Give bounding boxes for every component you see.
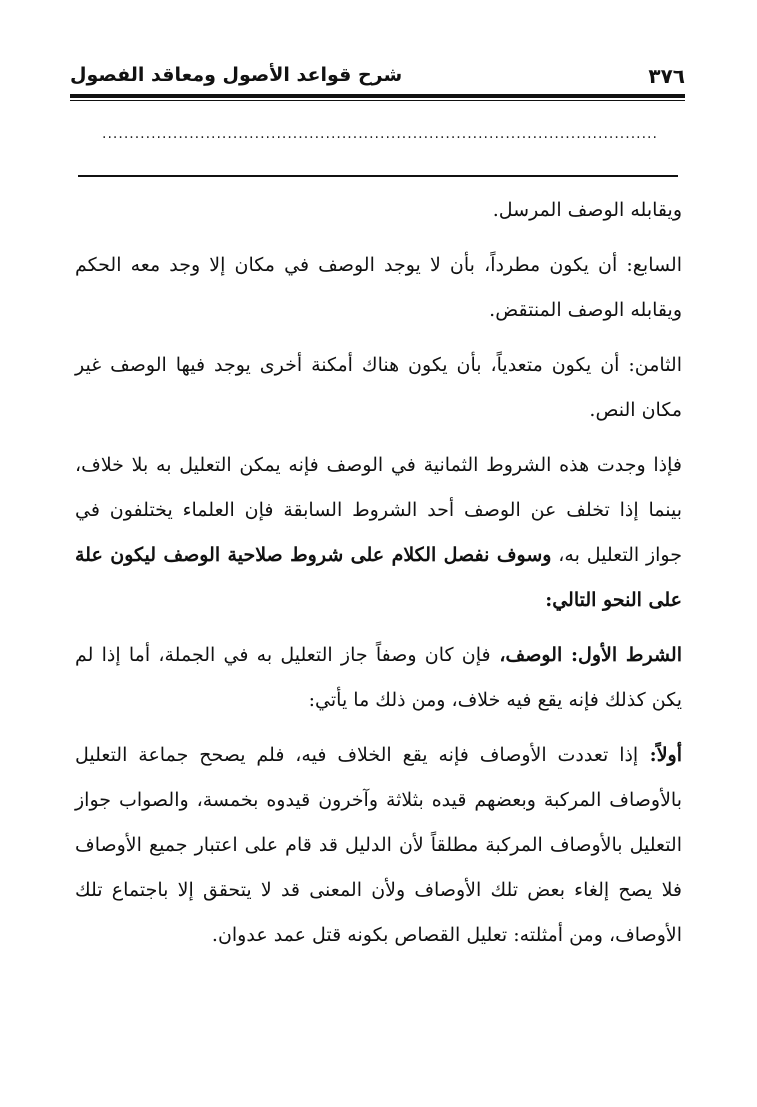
header-rule-thin [70,100,685,101]
running-title: شرح قواعد الأصول ومعاقد الفصول [70,64,403,86]
page-header [70,62,685,94]
paragraph-3: الثامن: أن يكون متعدياً، بأن يكون هناك أمكنة أخرى يوجد فيها الوصف غير مكان النص. [75,354,682,421]
paragraph-1: ويقابله الوصف المرسل. [492,199,682,221]
first-point-heading: أولاً: [638,744,682,766]
paragraph-6-text: إذا تعددت الأوصاف فإنه يقع الخلاف فيه، فلم يصحح جماعة التعليل بالأوصاف المركبة وبعضهم قيده بثلاثة وآخرون قيدوه بخمسة، والصواب جواز التعليل بالأوصاف المركبة مطلقاً لأن الدليل قد قام على اعتبار جميع الأوصاف فلا يصح إلغاء بعض تلك الأوصاف ولأن المعنى قد لا يتحقق إلا باجتماع تلك الأوصاف، ومن أمثلته: تعليل القصاص بكونه قتل عمد عدوان. [75,744,682,946]
condition-one-heading: الشرط الأول: الوصف، [490,644,683,666]
page-number: ٣٧٦ [648,64,685,88]
body-text [75,188,682,968]
paragraph-5-text: فإن كان وصفاً جاز التعليل به في الجملة، أما إذا لم يكن كذلك فإنه يقع فيه خلاف، ومن ذلك ما يأتي: [75,644,682,711]
paragraph-2: السابع: أن يكون مطرداً، بأن لا يوجد الوصف في مكان إلا وجد معه الحكم ويقابله الوصف المنتقض. [75,254,682,321]
separator-rule [78,175,678,177]
paragraph-5 [75,633,682,723]
header-rule [70,94,685,98]
elision-dots: ...................................................................................................... [102,126,658,142]
paragraph-4-bold-text: وسوف نفصل الكلام على شروط صلاحية الوصف ليكون علة على النحو التالي: [75,544,682,611]
paragraph-4 [75,443,682,623]
paragraph-4-text: فإذا وجدت هذه الشروط الثمانية في الوصف فإنه يمكن التعليل به بلا خلاف، بينما إذا تخلف عن الوصف أحد الشروط السابقة فإن العلماء يختلفون في جواز التعليل به، [75,454,682,566]
paragraph-6 [75,733,682,958]
